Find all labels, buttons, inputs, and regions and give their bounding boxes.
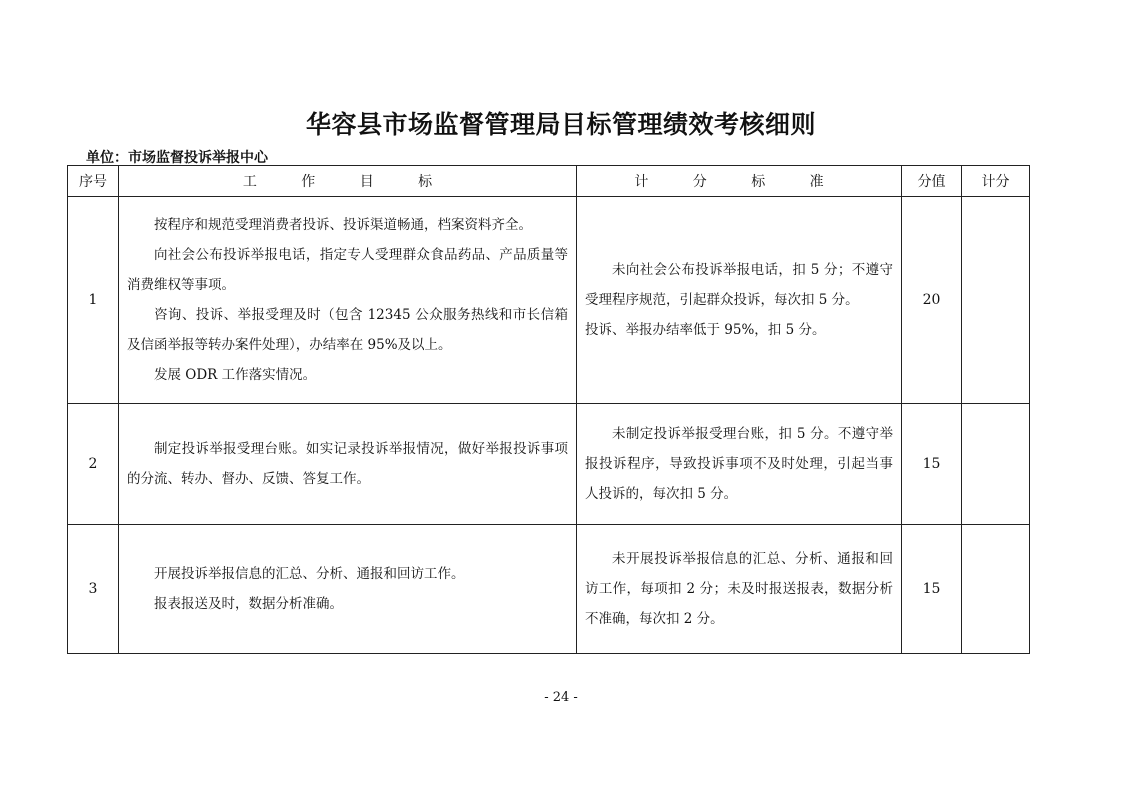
target-paragraph: 咨询、投诉、举报受理及时（包含 12345 公众服务热线和市长信箱及信函举报等转办案件处理），办结率在 95%及以上。 xyxy=(127,307,568,353)
target-paragraph: 发展 ODR 工作落实情况。 xyxy=(154,367,317,383)
row-seq: 3 xyxy=(68,525,119,654)
row-target xyxy=(119,197,577,404)
assessment-table xyxy=(67,165,1030,654)
unit-label: 单位：市场监督投诉举报中心 xyxy=(86,150,268,166)
standard-paragraph: 未制定投诉举报受理台账，扣 5 分。不遵守举报投诉程序，导致投诉事项不及时处理，引起当事人投诉的，每次扣 5 分。 xyxy=(585,426,893,502)
table-row xyxy=(68,404,1030,525)
target-paragraph: 向社会公布投诉举报电话，指定专人受理群众食品药品、产品质量等消费维权等事项。 xyxy=(127,247,568,293)
header-standard: 计 分 标 准 xyxy=(577,166,902,197)
header-score: 分值 xyxy=(902,166,962,197)
row-target xyxy=(119,404,577,525)
header-points: 计分 xyxy=(962,166,1030,197)
row-points xyxy=(962,197,1030,404)
row-standard xyxy=(577,525,902,654)
table-row xyxy=(68,197,1030,404)
standard-paragraph: 投诉、举报办结率低于 95%，扣 5 分。 xyxy=(585,322,826,338)
header-target: 工 作 目 标 xyxy=(119,166,577,197)
table-row xyxy=(68,525,1030,654)
row-standard xyxy=(577,197,902,404)
target-paragraph: 开展投诉举报信息的汇总、分析、通报和回访工作。 xyxy=(154,566,465,582)
row-points xyxy=(962,525,1030,654)
row-score: 15 xyxy=(902,525,962,654)
row-target xyxy=(119,525,577,654)
table-header-row xyxy=(68,166,1030,197)
row-seq: 1 xyxy=(68,197,119,404)
standard-paragraph: 未向社会公布投诉举报电话，扣 5 分；不遵守受理程序规范，引起群众投诉，每次扣 5 分。 xyxy=(585,262,893,308)
page-number: - 24 - xyxy=(544,690,578,705)
page-title: 华容县市场监督管理局目标管理绩效考核细则 xyxy=(305,110,816,139)
row-score: 20 xyxy=(902,197,962,404)
row-score: 15 xyxy=(902,404,962,525)
target-paragraph: 按程序和规范受理消费者投诉、投诉渠道畅通，档案资料齐全。 xyxy=(154,217,532,233)
row-points xyxy=(962,404,1030,525)
row-standard xyxy=(577,404,902,525)
header-seq: 序号 xyxy=(68,166,119,197)
standard-paragraph: 未开展投诉举报信息的汇总、分析、通报和回访工作，每项扣 2 分；未及时报送报表，数据分析不准确，每次扣 2 分。 xyxy=(585,551,893,627)
target-paragraph: 报表报送及时，数据分析准确。 xyxy=(154,596,343,612)
target-paragraph: 制定投诉举报受理台账。如实记录投诉举报情况，做好举报投诉事项的分流、转办、督办、反馈、答复工作。 xyxy=(127,441,568,487)
row-seq: 2 xyxy=(68,404,119,525)
